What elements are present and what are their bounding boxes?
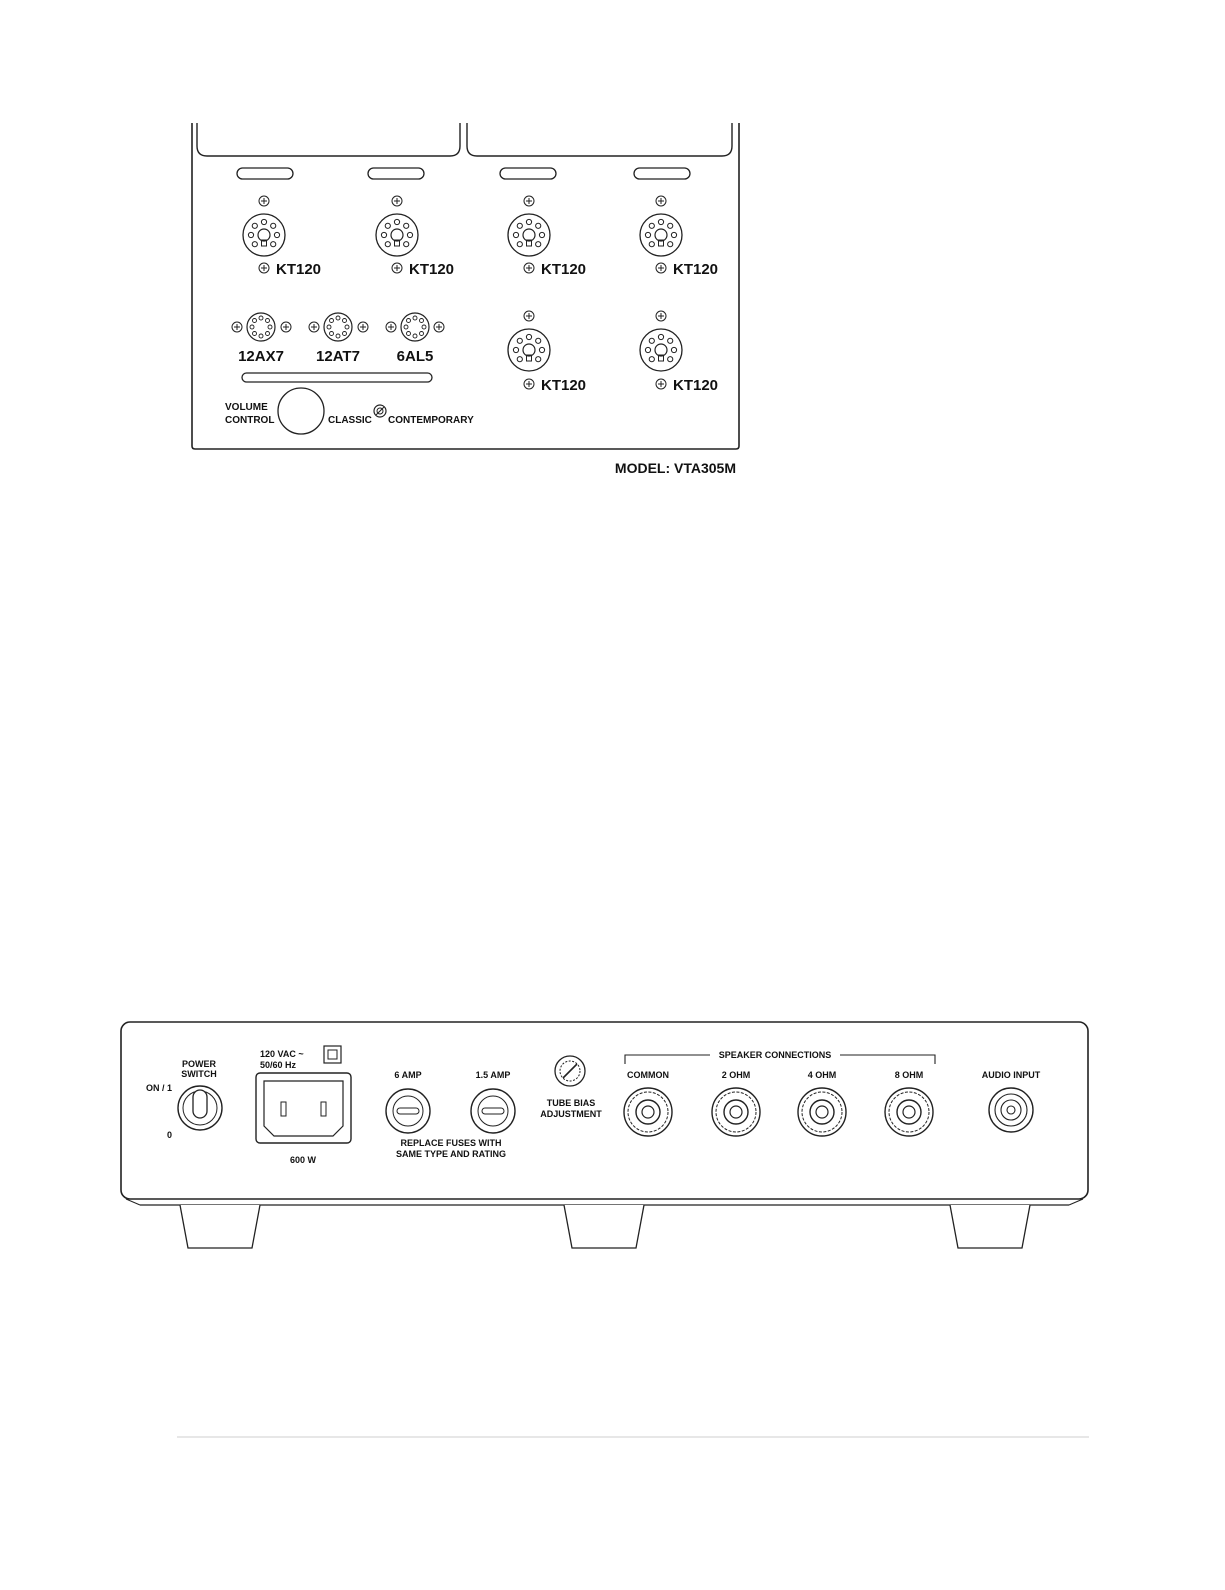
foot (180, 1205, 260, 1248)
volume-label: VOLUME (225, 402, 268, 413)
tube-socket-12at7 (309, 313, 368, 341)
speaker-terminal-common[interactable] (624, 1088, 672, 1136)
transformer-cover-left (197, 123, 460, 156)
vent-slot (634, 168, 690, 179)
vent-slot (500, 168, 556, 179)
foot (564, 1205, 644, 1248)
tube-label: 12AX7 (238, 348, 284, 365)
voltage-label: 120 VAC ~ (260, 1049, 304, 1059)
power-switch[interactable] (178, 1086, 222, 1130)
terminal-label: 4 OHM (807, 1070, 837, 1080)
chassis-outline (192, 123, 739, 449)
speaker-connections-label: SPEAKER CONNECTIONS (718, 1050, 832, 1060)
power-inlet[interactable] (256, 1073, 351, 1143)
speaker-terminal-2ohm[interactable] (712, 1088, 760, 1136)
fuse-note: SAME TYPE AND RATING (395, 1149, 507, 1159)
handle-bar (242, 373, 432, 382)
foot (950, 1205, 1030, 1248)
rear-view (121, 1022, 1088, 1248)
power-off-label: 0 (167, 1130, 173, 1140)
fuse-label: 6 AMP (394, 1070, 422, 1080)
fuse-note: REPLACE FUSES WITH (400, 1138, 502, 1148)
volume-label: CONTROL (225, 415, 275, 426)
top-view (192, 123, 739, 476)
vent-slot (237, 168, 293, 179)
speaker-terminal-4ohm[interactable] (798, 1088, 846, 1136)
terminal-label: 8 OHM (894, 1070, 924, 1080)
terminal-label: 2 OHM (721, 1070, 751, 1080)
vent-slot (368, 168, 424, 179)
speaker-terminal-8ohm[interactable] (885, 1088, 933, 1136)
transformer-cover-right (467, 123, 732, 156)
terminal-label: COMMON (627, 1070, 669, 1080)
mode-label-contemporary: CONTEMPORARY (388, 415, 474, 426)
bias-adjustment-screw[interactable] (555, 1056, 585, 1086)
bias-label: TUBE BIAS (546, 1098, 596, 1108)
tube-label: 12AT7 (316, 348, 360, 365)
tube-label: KT120 (673, 377, 719, 394)
tube-label: KT120 (541, 261, 587, 278)
fuse-holder-1-5amp[interactable] (471, 1089, 515, 1133)
tube-label: KT120 (409, 261, 455, 278)
tube-label: KT120 (276, 261, 322, 278)
tube-socket-6al5 (386, 313, 444, 341)
tube-label: KT120 (673, 261, 719, 278)
fuse-holder-6amp[interactable] (386, 1089, 430, 1133)
wattage-label: 600 W (289, 1155, 317, 1165)
mode-label-classic: CLASSIC (328, 415, 372, 426)
power-on-label: ON / 1 (146, 1083, 173, 1093)
tube-socket-12ax7 (232, 313, 291, 341)
fuse-label: 1.5 AMP (475, 1070, 511, 1080)
tube-label: 6AL5 (396, 348, 434, 365)
power-switch-label: POWER (181, 1059, 217, 1069)
audio-input-jack[interactable] (989, 1088, 1033, 1132)
mode-switch-icon[interactable] (374, 405, 386, 417)
volume-knob[interactable] (278, 388, 324, 434)
model-label: MODEL: VTA305M (614, 460, 736, 476)
voltage-label: 50/60 Hz (260, 1060, 297, 1070)
power-switch-label: SWITCH (181, 1069, 217, 1079)
bias-label: ADJUSTMENT (540, 1109, 602, 1119)
tube-label: KT120 (541, 377, 587, 394)
audio-input-label: AUDIO INPUT (981, 1070, 1041, 1080)
